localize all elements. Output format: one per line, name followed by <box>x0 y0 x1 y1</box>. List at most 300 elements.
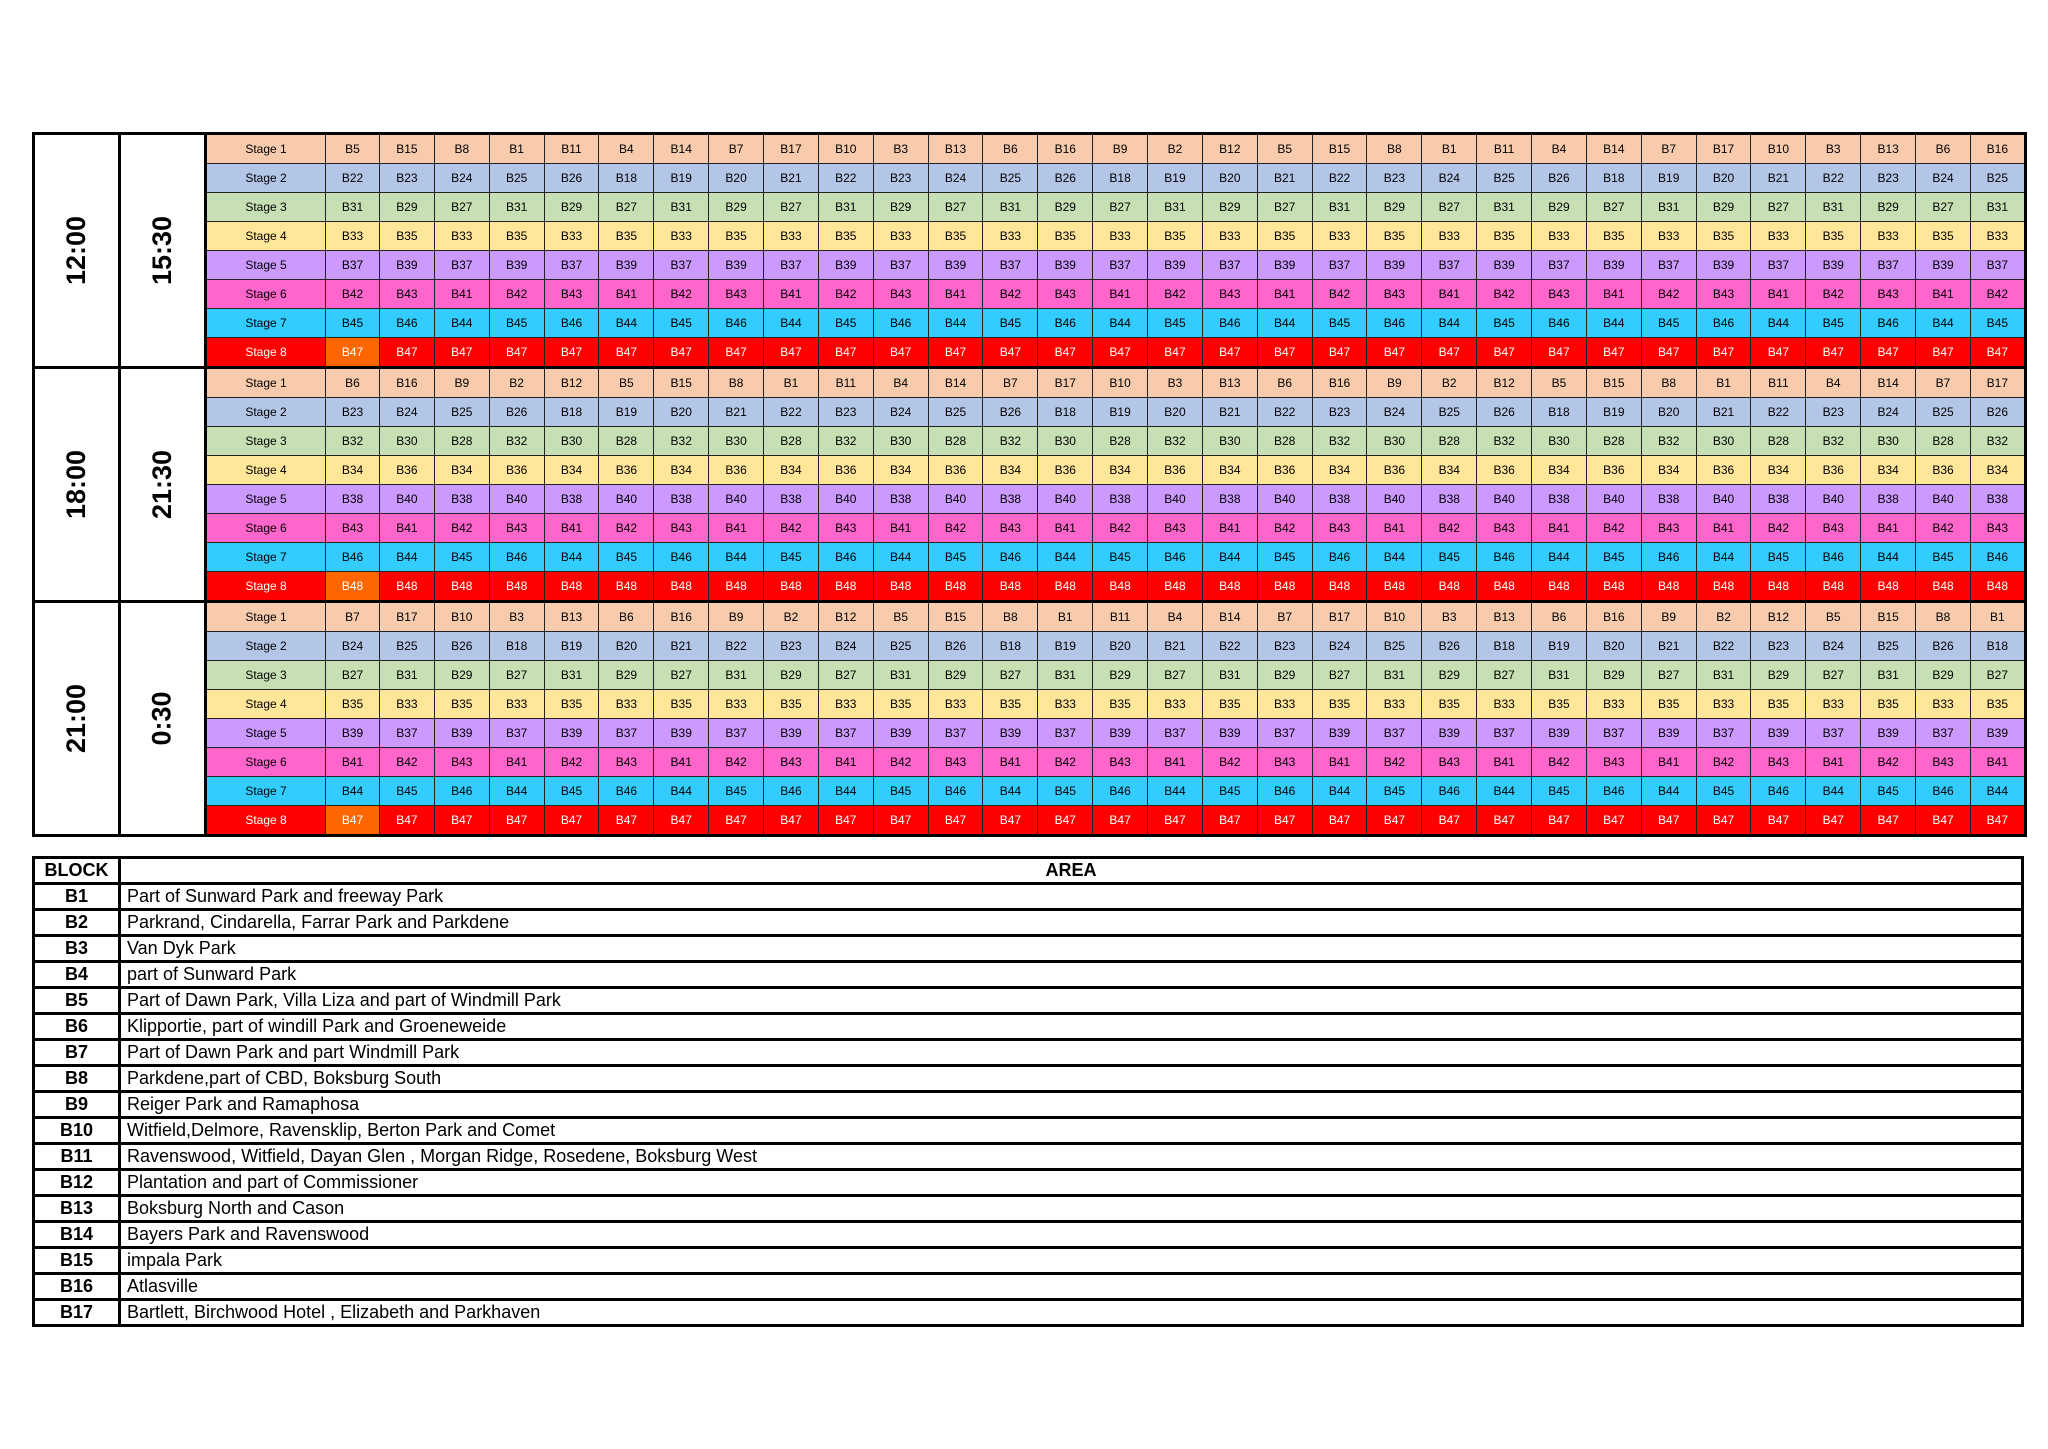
block-cell: B36 <box>1696 456 1751 485</box>
block-cell: B46 <box>599 777 654 806</box>
block-cell: B46 <box>709 309 764 338</box>
block-cell: B26 <box>1477 398 1532 427</box>
block-cell: B29 <box>1202 193 1257 222</box>
block-cell: B45 <box>434 543 489 572</box>
block-id: B7 <box>34 1040 120 1066</box>
block-cell: B39 <box>1586 251 1641 280</box>
block-cell: B47 <box>1148 338 1203 368</box>
block-cell: B1 <box>1422 134 1477 164</box>
block-cell: B25 <box>1861 632 1916 661</box>
block-cell: B18 <box>1970 632 2025 661</box>
stage-first-block: B46 <box>326 543 380 572</box>
block-id: B15 <box>34 1248 120 1274</box>
block-cell: B33 <box>1586 690 1641 719</box>
block-cell: B37 <box>1641 251 1696 280</box>
block-cell: B28 <box>1257 427 1312 456</box>
block-cell: B30 <box>1861 427 1916 456</box>
block-cell: B37 <box>709 719 764 748</box>
block-cell: B18 <box>544 398 599 427</box>
stage-row <box>34 632 2026 661</box>
block-cell: B16 <box>380 368 435 398</box>
block-cell: B34 <box>1422 456 1477 485</box>
block-cell: B21 <box>1751 164 1806 193</box>
block-cell: B39 <box>1916 251 1971 280</box>
block-cell: B47 <box>818 806 873 836</box>
block-cell: B1 <box>1696 368 1751 398</box>
block-cell: B31 <box>1532 661 1587 690</box>
block-cell: B1 <box>489 134 544 164</box>
block-cell: B27 <box>818 661 873 690</box>
block-cell: B42 <box>1586 514 1641 543</box>
block-cell: B9 <box>434 368 489 398</box>
block-cell: B26 <box>1916 632 1971 661</box>
block-area-row <box>34 1066 2023 1092</box>
stage-row <box>34 134 2026 164</box>
area-description: Parkrand, Cindarella, Farrar Park and Parkdene <box>120 910 2023 936</box>
block-cell: B48 <box>1148 572 1203 602</box>
stage-label: Stage 2 <box>206 164 326 193</box>
stage-label: Stage 3 <box>206 427 326 456</box>
block-cell: B23 <box>818 398 873 427</box>
block-cell: B33 <box>1257 690 1312 719</box>
block-cell: B45 <box>489 309 544 338</box>
stage-label: Stage 3 <box>206 193 326 222</box>
block-cell: B45 <box>818 309 873 338</box>
block-cell: B42 <box>1093 514 1148 543</box>
block-cell: B44 <box>709 543 764 572</box>
block-cell: B45 <box>1257 543 1312 572</box>
area-description: Parkdene,part of CBD, Boksburg South <box>120 1066 2023 1092</box>
block-cell: B39 <box>818 251 873 280</box>
block-cell: B39 <box>1477 251 1532 280</box>
block-cell: B20 <box>654 398 709 427</box>
block-cell: B43 <box>1257 748 1312 777</box>
block-cell: B41 <box>1532 514 1587 543</box>
area-description: Part of Dawn Park and part Windmill Park <box>120 1040 2023 1066</box>
area-description: Plantation and part of Commissioner <box>120 1170 2023 1196</box>
block-cell: B35 <box>489 222 544 251</box>
block-cell: B33 <box>1367 690 1422 719</box>
block-cell: B21 <box>1696 398 1751 427</box>
block-area-table <box>32 856 2024 1327</box>
block-cell: B27 <box>1477 661 1532 690</box>
stage-first-block: B43 <box>326 514 380 543</box>
block-cell: B41 <box>1312 748 1367 777</box>
block-cell: B40 <box>1038 485 1093 514</box>
block-cell: B15 <box>928 602 983 632</box>
block-cell: B38 <box>764 485 819 514</box>
block-cell: B40 <box>599 485 654 514</box>
block-cell: B47 <box>928 338 983 368</box>
block-cell: B22 <box>1202 632 1257 661</box>
block-cell: B38 <box>1861 485 1916 514</box>
block-cell: B21 <box>709 398 764 427</box>
block-cell: B15 <box>1312 134 1367 164</box>
block-cell: B25 <box>1970 164 2025 193</box>
block-cell: B32 <box>818 427 873 456</box>
block-cell: B21 <box>654 632 709 661</box>
block-cell: B43 <box>1093 748 1148 777</box>
block-cell: B25 <box>380 632 435 661</box>
block-cell: B47 <box>1641 338 1696 368</box>
block-cell: B46 <box>654 543 709 572</box>
block-cell: B39 <box>434 719 489 748</box>
block-cell: B44 <box>1532 543 1587 572</box>
stage-row <box>34 485 2026 514</box>
block-cell: B45 <box>1148 309 1203 338</box>
block-cell: B29 <box>1586 661 1641 690</box>
block-cell: B35 <box>928 222 983 251</box>
block-cell: B42 <box>1641 280 1696 309</box>
block-cell: B20 <box>1148 398 1203 427</box>
block-cell: B47 <box>1312 338 1367 368</box>
block-cell: B5 <box>1532 368 1587 398</box>
block-cell: B25 <box>873 632 928 661</box>
block-cell: B27 <box>599 193 654 222</box>
block-cell: B29 <box>1038 193 1093 222</box>
block-cell: B45 <box>1586 543 1641 572</box>
block-cell: B38 <box>1970 485 2025 514</box>
block-cell: B27 <box>1806 661 1861 690</box>
block-cell: B30 <box>709 427 764 456</box>
block-cell: B42 <box>1696 748 1751 777</box>
stage-label: Stage 5 <box>206 485 326 514</box>
start-time: 18:00 <box>61 449 91 520</box>
block-cell: B23 <box>873 164 928 193</box>
block-cell: B18 <box>1038 398 1093 427</box>
block-area-row <box>34 1144 2023 1170</box>
block-cell: B28 <box>1586 427 1641 456</box>
block-cell: B36 <box>380 456 435 485</box>
block-cell: B45 <box>1093 543 1148 572</box>
block-cell: B29 <box>380 193 435 222</box>
block-cell: B29 <box>928 661 983 690</box>
block-cell: B47 <box>1202 338 1257 368</box>
block-cell: B48 <box>1916 572 1971 602</box>
block-cell: B13 <box>1202 368 1257 398</box>
block-cell: B42 <box>544 748 599 777</box>
start-time-cell <box>34 368 120 602</box>
block-cell: B46 <box>1916 777 1971 806</box>
block-cell: B6 <box>1532 602 1587 632</box>
block-cell: B46 <box>1477 543 1532 572</box>
block-cell: B37 <box>1312 251 1367 280</box>
block-cell: B4 <box>873 368 928 398</box>
block-cell: B33 <box>1038 690 1093 719</box>
area-description: Part of Sunward Park and freeway Park <box>120 884 2023 910</box>
block-cell: B48 <box>380 572 435 602</box>
stage-first-block: B37 <box>326 251 380 280</box>
block-cell: B25 <box>983 164 1038 193</box>
schedule-body <box>34 134 2026 836</box>
block-cell: B47 <box>544 338 599 368</box>
block-cell: B19 <box>1093 398 1148 427</box>
block-cell: B5 <box>1806 602 1861 632</box>
block-cell: B27 <box>983 661 1038 690</box>
block-cell: B38 <box>434 485 489 514</box>
stage-row <box>34 338 2026 368</box>
block-id: B4 <box>34 962 120 988</box>
stage-row <box>34 719 2026 748</box>
block-cell: B48 <box>983 572 1038 602</box>
stage-label: Stage 1 <box>206 368 326 398</box>
block-cell: B47 <box>1038 338 1093 368</box>
block-cell: B37 <box>1477 719 1532 748</box>
block-cell: B42 <box>1532 748 1587 777</box>
block-cell: B19 <box>1532 632 1587 661</box>
block-cell: B5 <box>599 368 654 398</box>
block-cell: B5 <box>1257 134 1312 164</box>
block-cell: B41 <box>654 748 709 777</box>
block-cell: B36 <box>928 456 983 485</box>
block-cell: B42 <box>1751 514 1806 543</box>
block-cell: B30 <box>380 427 435 456</box>
block-cell: B7 <box>1916 368 1971 398</box>
block-cell: B16 <box>1970 134 2025 164</box>
block-cell: B24 <box>434 164 489 193</box>
block-cell: B27 <box>1970 661 2025 690</box>
stage-first-block: B23 <box>326 398 380 427</box>
block-cell: B41 <box>709 514 764 543</box>
block-cell: B32 <box>1641 427 1696 456</box>
block-cell: B33 <box>434 222 489 251</box>
block-cell: B41 <box>818 748 873 777</box>
block-cell: B9 <box>1641 602 1696 632</box>
block-cell: B42 <box>1916 514 1971 543</box>
block-id: B1 <box>34 884 120 910</box>
block-cell: B22 <box>1806 164 1861 193</box>
block-cell: B9 <box>1367 368 1422 398</box>
block-cell: B32 <box>1806 427 1861 456</box>
block-cell: B37 <box>1202 251 1257 280</box>
block-cell: B48 <box>1861 572 1916 602</box>
block-cell: B29 <box>1257 661 1312 690</box>
block-cell: B23 <box>1806 398 1861 427</box>
block-id: B13 <box>34 1196 120 1222</box>
block-cell: B8 <box>1916 602 1971 632</box>
block-cell: B47 <box>1532 806 1587 836</box>
block-cell: B46 <box>1422 777 1477 806</box>
block-cell: B47 <box>1861 806 1916 836</box>
block-cell: B35 <box>873 690 928 719</box>
block-cell: B36 <box>818 456 873 485</box>
block-cell: B40 <box>1586 485 1641 514</box>
block-cell: B36 <box>1257 456 1312 485</box>
block-cell: B47 <box>654 338 709 368</box>
block-cell: B32 <box>489 427 544 456</box>
block-cell: B43 <box>1641 514 1696 543</box>
block-cell: B42 <box>1367 748 1422 777</box>
block-cell: B45 <box>1970 309 2025 338</box>
block-cell: B35 <box>1148 222 1203 251</box>
block-cell: B13 <box>1861 134 1916 164</box>
block-cell: B42 <box>709 748 764 777</box>
block-cell: B10 <box>1367 602 1422 632</box>
block-cell: B47 <box>1477 806 1532 836</box>
block-cell: B33 <box>873 222 928 251</box>
block-cell: B39 <box>873 719 928 748</box>
block-cell: B30 <box>1038 427 1093 456</box>
block-cell: B29 <box>544 193 599 222</box>
block-cell: B33 <box>1202 222 1257 251</box>
block-cell: B45 <box>599 543 654 572</box>
block-cell: B45 <box>1696 777 1751 806</box>
block-cell: B17 <box>1970 368 2025 398</box>
block-area-row <box>34 962 2023 988</box>
block-cell: B39 <box>983 719 1038 748</box>
block-cell: B35 <box>599 222 654 251</box>
block-cell: B41 <box>1257 280 1312 309</box>
block-id: B9 <box>34 1092 120 1118</box>
block-area-row <box>34 1092 2023 1118</box>
block-cell: B20 <box>1586 632 1641 661</box>
block-cell: B35 <box>1751 690 1806 719</box>
block-cell: B45 <box>709 777 764 806</box>
end-time: 0:30 <box>146 691 177 746</box>
block-cell: B37 <box>873 251 928 280</box>
block-cell: B41 <box>1861 514 1916 543</box>
block-cell: B36 <box>1148 456 1203 485</box>
block-cell: B32 <box>1312 427 1367 456</box>
block-cell: B42 <box>1312 280 1367 309</box>
block-cell: B3 <box>1806 134 1861 164</box>
block-cell: B46 <box>1202 309 1257 338</box>
block-cell: B36 <box>1477 456 1532 485</box>
block-cell: B47 <box>1367 806 1422 836</box>
block-cell: B41 <box>544 514 599 543</box>
block-cell: B43 <box>1202 280 1257 309</box>
block-cell: B29 <box>1696 193 1751 222</box>
end-time: 15:30 <box>147 215 177 286</box>
block-cell: B3 <box>1422 602 1477 632</box>
block-id: B6 <box>34 1014 120 1040</box>
block-cell: B7 <box>983 368 1038 398</box>
block-id: B10 <box>34 1118 120 1144</box>
block-cell: B11 <box>818 368 873 398</box>
block-cell: B27 <box>1586 193 1641 222</box>
block-cell: B31 <box>818 193 873 222</box>
block-cell: B39 <box>1641 719 1696 748</box>
block-cell: B33 <box>544 222 599 251</box>
block-cell: B40 <box>928 485 983 514</box>
block-cell: B42 <box>1257 514 1312 543</box>
start-time-cell <box>34 602 120 836</box>
block-cell: B45 <box>1916 543 1971 572</box>
block-cell: B44 <box>654 777 709 806</box>
block-id: B8 <box>34 1066 120 1092</box>
block-cell: B36 <box>1038 456 1093 485</box>
stage-label: Stage 8 <box>206 806 326 836</box>
stage-first-block: B24 <box>326 632 380 661</box>
block-cell: B28 <box>928 427 983 456</box>
block-cell: B41 <box>1038 514 1093 543</box>
block-cell: B25 <box>1916 398 1971 427</box>
block-cell: B7 <box>1641 134 1696 164</box>
block-cell: B42 <box>1038 748 1093 777</box>
block-cell: B33 <box>1916 690 1971 719</box>
block-cell: B22 <box>818 164 873 193</box>
block-cell: B44 <box>983 777 1038 806</box>
block-cell: B47 <box>928 806 983 836</box>
block-id: B11 <box>34 1144 120 1170</box>
block-cell: B12 <box>1202 134 1257 164</box>
block-cell: B44 <box>1202 543 1257 572</box>
block-cell: B44 <box>764 309 819 338</box>
block-cell: B23 <box>1367 164 1422 193</box>
block-cell: B46 <box>873 309 928 338</box>
stage-first-block: B31 <box>326 193 380 222</box>
block-cell: B36 <box>1806 456 1861 485</box>
stage-label: Stage 5 <box>206 719 326 748</box>
block-cell: B39 <box>654 719 709 748</box>
block-cell: B12 <box>1751 602 1806 632</box>
start-time: 21:00 <box>61 683 91 754</box>
block-cell: B38 <box>983 485 1038 514</box>
block-cell: B7 <box>1257 602 1312 632</box>
block-cell: B41 <box>1202 514 1257 543</box>
block-cell: B27 <box>928 193 983 222</box>
block-cell: B34 <box>764 456 819 485</box>
block-cell: B21 <box>1148 632 1203 661</box>
block-cell: B23 <box>380 164 435 193</box>
block-cell: B26 <box>544 164 599 193</box>
stage-first-block: B44 <box>326 777 380 806</box>
stage-first-block: B47 <box>326 338 380 368</box>
block-cell: B46 <box>1861 309 1916 338</box>
block-cell: B42 <box>380 748 435 777</box>
block-cell: B19 <box>654 164 709 193</box>
block-cell: B38 <box>654 485 709 514</box>
block-cell: B38 <box>1422 485 1477 514</box>
block-cell: B45 <box>1641 309 1696 338</box>
block-cell: B39 <box>1312 719 1367 748</box>
block-cell: B43 <box>380 280 435 309</box>
stage-label: Stage 4 <box>206 222 326 251</box>
block-cell: B27 <box>654 661 709 690</box>
block-cell: B41 <box>873 514 928 543</box>
block-cell: B22 <box>764 398 819 427</box>
block-cell: B4 <box>1148 602 1203 632</box>
block-cell: B16 <box>1586 602 1641 632</box>
block-cell: B40 <box>818 485 873 514</box>
block-cell: B48 <box>489 572 544 602</box>
block-cell: B33 <box>1148 690 1203 719</box>
block-cell: B36 <box>1916 456 1971 485</box>
block-cell: B29 <box>1861 193 1916 222</box>
block-cell: B40 <box>489 485 544 514</box>
block-cell: B47 <box>1093 338 1148 368</box>
block-cell: B45 <box>873 777 928 806</box>
block-cell: B37 <box>1916 719 1971 748</box>
block-cell: B47 <box>1257 806 1312 836</box>
block-cell: B46 <box>764 777 819 806</box>
block-cell: B40 <box>1148 485 1203 514</box>
stage-row <box>34 222 2026 251</box>
block-cell: B43 <box>1586 748 1641 777</box>
block-cell: B45 <box>380 777 435 806</box>
block-cell: B17 <box>1038 368 1093 398</box>
block-cell: B39 <box>1257 251 1312 280</box>
end-time: 21:30 <box>147 449 177 520</box>
block-cell: B37 <box>1586 719 1641 748</box>
block-cell: B33 <box>599 690 654 719</box>
block-area-row <box>34 1222 2023 1248</box>
area-description: Bartlett, Birchwood Hotel , Elizabeth and Parkhaven <box>120 1300 2023 1326</box>
block-cell: B34 <box>1861 456 1916 485</box>
block-cell: B29 <box>1367 193 1422 222</box>
block-cell: B4 <box>1532 134 1587 164</box>
block-cell: B13 <box>1477 602 1532 632</box>
